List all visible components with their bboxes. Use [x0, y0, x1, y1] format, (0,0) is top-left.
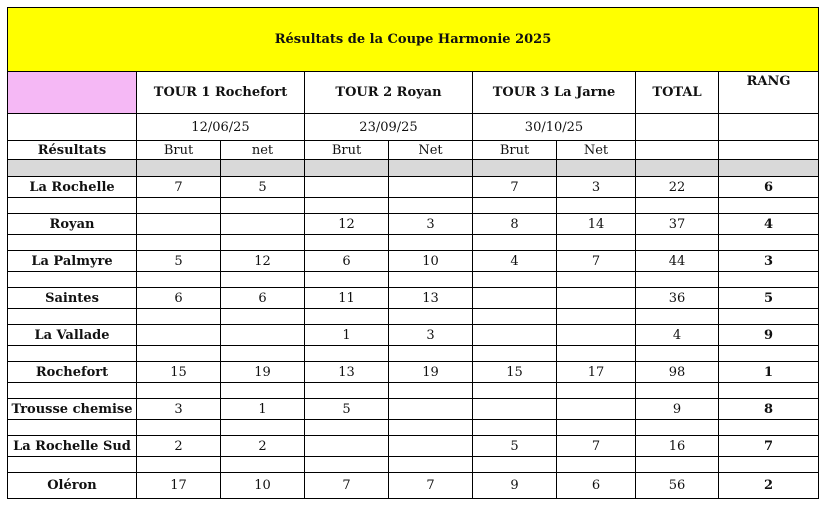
empty-cell: [719, 235, 819, 251]
tour-2-net: 3: [389, 214, 473, 235]
tour-2-brut: 5: [305, 399, 389, 420]
empty-cell: [636, 272, 719, 288]
empty-cell: [636, 309, 719, 325]
empty-cell: [221, 198, 305, 214]
empty-cell: [389, 346, 473, 362]
tour-2-net: 19: [389, 362, 473, 383]
tour-2-brut: 13: [305, 362, 389, 383]
tour-2-date: 23/09/25: [305, 114, 473, 141]
table-row: [8, 325, 819, 346]
spacer-row: [8, 198, 819, 214]
tour-3-net: [557, 325, 636, 346]
tour-1-brut: 3: [137, 399, 221, 420]
empty-cell: [221, 272, 305, 288]
tour-1-net: 1: [221, 399, 305, 420]
spacer-row: [8, 420, 819, 436]
tour-2-net: 10: [389, 251, 473, 272]
empty-cell: [305, 457, 389, 473]
table-row: [8, 473, 819, 499]
total-value: 36: [636, 288, 719, 309]
rank-value: 6: [719, 177, 819, 198]
tour-2-net: 7: [389, 473, 473, 499]
empty-cell: [305, 346, 389, 362]
team-name: La Palmyre: [8, 251, 137, 272]
tour-3-brut: 5: [473, 436, 557, 457]
empty-cell: [719, 114, 819, 141]
tour-3-brut: 9: [473, 473, 557, 499]
team-name: Saintes: [8, 288, 137, 309]
spacer-row: [8, 457, 819, 473]
tour-1-brut: 7: [137, 177, 221, 198]
empty-cell: [389, 272, 473, 288]
empty-cell: [557, 457, 636, 473]
empty-cell: [305, 198, 389, 214]
total-value: 44: [636, 251, 719, 272]
tour-2-header: TOUR 2 Royan: [305, 72, 473, 114]
table-row: [8, 214, 819, 235]
empty-cell: [305, 309, 389, 325]
page-title: Résultats de la Coupe Harmonie 2025: [8, 8, 819, 72]
empty-cell: [305, 420, 389, 436]
tour-2-brut: 7: [305, 473, 389, 499]
empty-cell: [719, 309, 819, 325]
empty-cell: [137, 383, 221, 399]
tour-3-brut: 15: [473, 362, 557, 383]
empty-cell: [636, 383, 719, 399]
empty-cell: [557, 420, 636, 436]
tour-1-net: [221, 325, 305, 346]
total-value: 56: [636, 473, 719, 499]
tour-1-brut: 15: [137, 362, 221, 383]
tour-3-net: 7: [557, 436, 636, 457]
empty-cell: [137, 457, 221, 473]
tour-1-net-header: net: [221, 141, 305, 160]
empty-cell: [557, 272, 636, 288]
tour-2-brut: 1: [305, 325, 389, 346]
tour-2-brut: 12: [305, 214, 389, 235]
tour-1-brut: 17: [137, 473, 221, 499]
table-row: [8, 362, 819, 383]
corner-cell: [8, 72, 137, 114]
total-value: 16: [636, 436, 719, 457]
tour-2-net: [389, 399, 473, 420]
tour-2-brut: [305, 436, 389, 457]
empty-cell: [557, 198, 636, 214]
empty-cell: [473, 309, 557, 325]
tour-2-net: 3: [389, 325, 473, 346]
tour-1-net: 10: [221, 473, 305, 499]
empty-cell: [389, 457, 473, 473]
tour-1-net: 19: [221, 362, 305, 383]
empty-cell: [636, 235, 719, 251]
empty-cell: [557, 309, 636, 325]
tour-3-brut-header: Brut: [473, 141, 557, 160]
empty-cell: [8, 346, 137, 362]
empty-cell: [305, 272, 389, 288]
empty-cell: [473, 457, 557, 473]
empty-cell: [719, 272, 819, 288]
team-name: Rochefort: [8, 362, 137, 383]
empty-cell: [636, 457, 719, 473]
empty-cell: [8, 198, 137, 214]
spacer-row: [8, 346, 819, 362]
tour-1-net: 5: [221, 177, 305, 198]
empty-cell: [719, 383, 819, 399]
tour-3-date: 30/10/25: [473, 114, 636, 141]
empty-cell: [557, 235, 636, 251]
tour-3-brut: 8: [473, 214, 557, 235]
table-row: [8, 399, 819, 420]
spacer-row: [8, 309, 819, 325]
tour-1-brut: [137, 214, 221, 235]
empty-cell: [636, 346, 719, 362]
empty-cell: [473, 235, 557, 251]
results-table: [7, 7, 819, 499]
empty-cell: [8, 309, 137, 325]
tour-1-brut: 6: [137, 288, 221, 309]
tour-3-brut: 4: [473, 251, 557, 272]
empty-cell: [8, 457, 137, 473]
tour-1-brut-header: Brut: [137, 141, 221, 160]
team-name: Royan: [8, 214, 137, 235]
team-name: La Vallade: [8, 325, 137, 346]
tour-1-header: TOUR 1 Rochefort: [137, 72, 305, 114]
separator-row: [8, 160, 819, 177]
empty-cell: [473, 346, 557, 362]
empty-cell: [473, 420, 557, 436]
results-label: Résultats: [8, 141, 137, 160]
table-row: [8, 436, 819, 457]
empty-cell: [389, 198, 473, 214]
tour-1-net: 2: [221, 436, 305, 457]
tour-2-net: [389, 436, 473, 457]
total-value: 9: [636, 399, 719, 420]
rank-value: 7: [719, 436, 819, 457]
table-row: [8, 177, 819, 198]
empty-cell: [8, 114, 137, 141]
empty-cell: [137, 346, 221, 362]
spacer-row: [8, 272, 819, 288]
empty-cell: [719, 141, 819, 160]
team-name: Trousse chemise: [8, 399, 137, 420]
tour-3-brut: [473, 399, 557, 420]
tour-1-brut: 2: [137, 436, 221, 457]
tour-3-net: [557, 399, 636, 420]
tour-3-net: [557, 288, 636, 309]
empty-cell: [473, 198, 557, 214]
tour-2-net: 13: [389, 288, 473, 309]
empty-cell: [473, 383, 557, 399]
tour-1-net: 12: [221, 251, 305, 272]
rank-value: 5: [719, 288, 819, 309]
tour-3-header: TOUR 3 La Jarne: [473, 72, 636, 114]
total-value: 98: [636, 362, 719, 383]
empty-cell: [137, 272, 221, 288]
empty-cell: [389, 309, 473, 325]
empty-cell: [221, 309, 305, 325]
table-row: [8, 251, 819, 272]
rank-value: 4: [719, 214, 819, 235]
empty-cell: [8, 383, 137, 399]
tour-1-brut: 5: [137, 251, 221, 272]
empty-cell: [137, 235, 221, 251]
empty-cell: [221, 457, 305, 473]
tour-1-brut: [137, 325, 221, 346]
empty-cell: [137, 198, 221, 214]
tour-3-net: 14: [557, 214, 636, 235]
empty-cell: [389, 235, 473, 251]
empty-cell: [8, 235, 137, 251]
tour-3-net-header: Net: [557, 141, 636, 160]
empty-cell: [305, 383, 389, 399]
tour-3-net: 7: [557, 251, 636, 272]
team-name: La Rochelle Sud: [8, 436, 137, 457]
tour-2-net: [389, 177, 473, 198]
empty-cell: [8, 272, 137, 288]
empty-cell: [137, 309, 221, 325]
empty-cell: [305, 235, 389, 251]
team-name: Oléron: [8, 473, 137, 499]
empty-cell: [221, 420, 305, 436]
tour-1-net: 6: [221, 288, 305, 309]
tour-3-brut: 7: [473, 177, 557, 198]
tour-2-brut: 6: [305, 251, 389, 272]
tour-1-date: 12/06/25: [137, 114, 305, 141]
empty-cell: [557, 383, 636, 399]
total-header: TOTAL: [636, 72, 719, 114]
empty-cell: [389, 420, 473, 436]
empty-cell: [636, 198, 719, 214]
spacer-row: [8, 383, 819, 399]
empty-cell: [8, 420, 137, 436]
empty-cell: [636, 420, 719, 436]
rank-header: RANG: [719, 72, 819, 114]
empty-cell: [389, 383, 473, 399]
tour-3-net: 6: [557, 473, 636, 499]
empty-cell: [719, 420, 819, 436]
tour-1-net: [221, 214, 305, 235]
total-value: 37: [636, 214, 719, 235]
team-name: La Rochelle: [8, 177, 137, 198]
table-row: [8, 288, 819, 309]
tour-2-brut-header: Brut: [305, 141, 389, 160]
empty-cell: [636, 114, 719, 141]
rank-value: 9: [719, 325, 819, 346]
empty-cell: [719, 457, 819, 473]
empty-cell: [221, 235, 305, 251]
total-value: 4: [636, 325, 719, 346]
empty-cell: [719, 198, 819, 214]
tour-3-brut: [473, 325, 557, 346]
tour-2-brut: 11: [305, 288, 389, 309]
empty-cell: [221, 346, 305, 362]
tour-3-net: 3: [557, 177, 636, 198]
empty-cell: [221, 383, 305, 399]
rank-value: 1: [719, 362, 819, 383]
tour-3-brut: [473, 288, 557, 309]
rank-value: 2: [719, 473, 819, 499]
tour-3-net: 17: [557, 362, 636, 383]
empty-cell: [473, 272, 557, 288]
empty-cell: [719, 346, 819, 362]
rank-value: 8: [719, 399, 819, 420]
tour-2-brut: [305, 177, 389, 198]
spacer-row: [8, 235, 819, 251]
rank-value: 3: [719, 251, 819, 272]
empty-cell: [557, 346, 636, 362]
tour-2-net-header: Net: [389, 141, 473, 160]
empty-cell: [137, 420, 221, 436]
total-value: 22: [636, 177, 719, 198]
empty-cell: [636, 141, 719, 160]
